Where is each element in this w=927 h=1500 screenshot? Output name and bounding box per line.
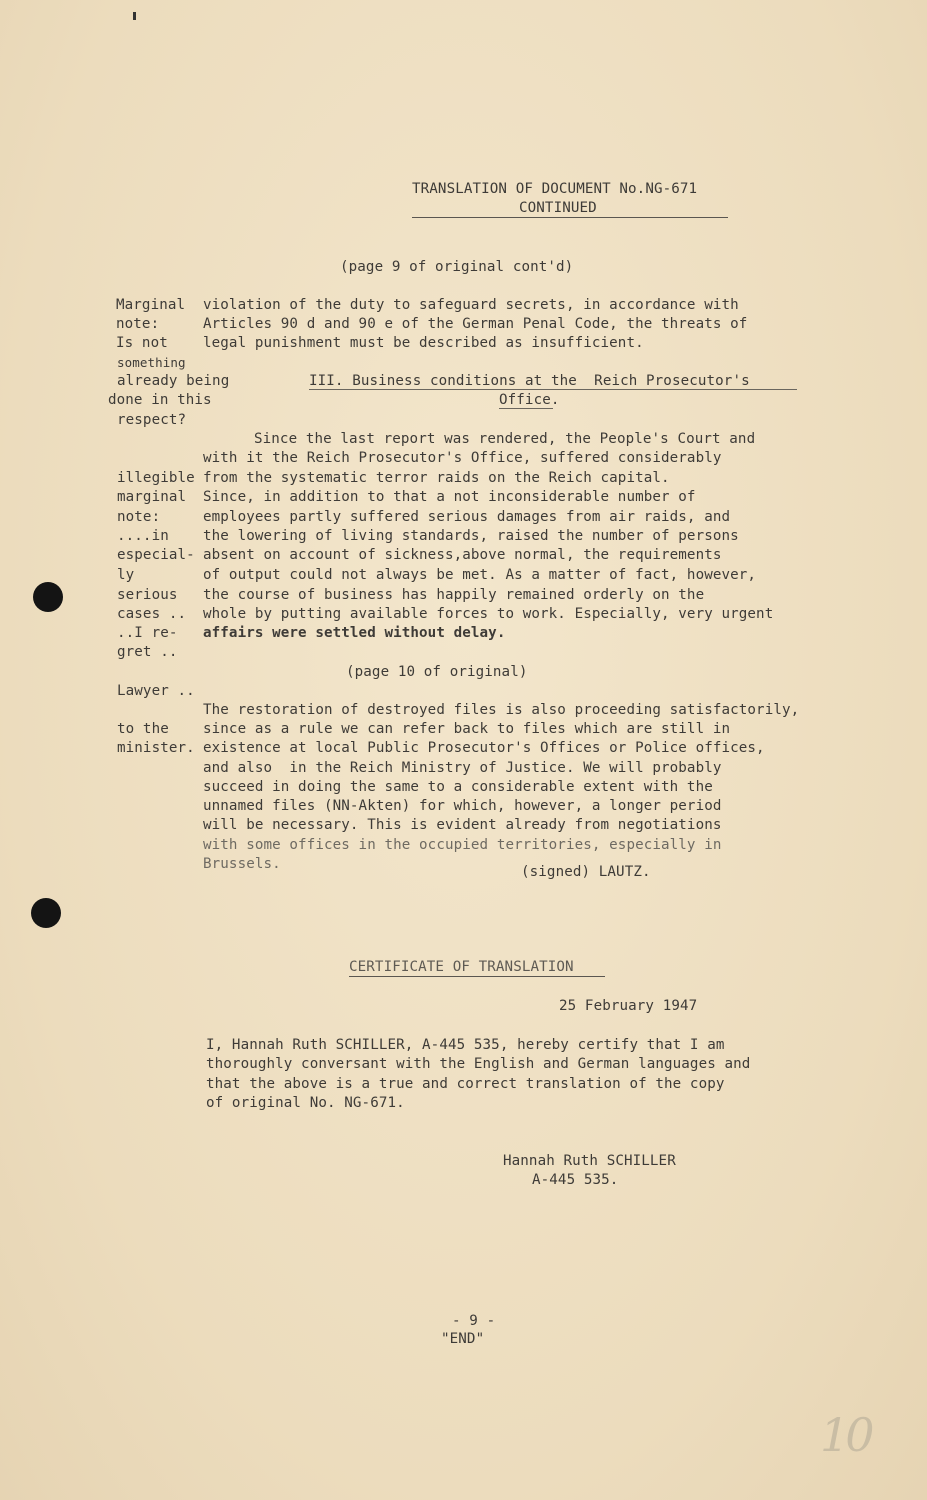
certificate-body-line: of original No. NG-671. <box>206 1095 405 1111</box>
para2-line: whole by putting available forces to work. Especially, very urgent <box>203 606 774 622</box>
para1-line: violation of the duty to safeguard secrets, in accordance with <box>203 297 739 313</box>
para3-line: will be necessary. This is evident already from negotiations <box>203 817 722 833</box>
marginal-note-line: ..I re- <box>117 625 178 641</box>
marginal-note-line: ....in <box>117 528 169 544</box>
punch-hole-top <box>33 582 63 612</box>
footer-page-number: - 9 - <box>452 1313 496 1329</box>
handwritten-page-number: 10 <box>820 1408 871 1462</box>
certificate-body-line: that the above is a true and correct translation of the copy <box>206 1076 725 1092</box>
marginal-note-line: especial- <box>117 547 195 563</box>
marginal-note-line: marginal <box>117 489 187 505</box>
page-note-9: (page 9 of original cont'd) <box>340 259 574 275</box>
para2-line: from the systematic terror raids on the Reich capital. <box>203 470 670 486</box>
certificate-signer-id: A-445 535. <box>532 1172 619 1188</box>
footer-end-mark: "END" <box>441 1331 485 1347</box>
para3-line: unnamed files (NN-Akten) for which, however, a longer period <box>203 798 722 814</box>
ink-speck <box>133 12 136 20</box>
marginal-note-line: already being <box>117 373 230 389</box>
marginal-note-line: illegible <box>117 470 195 486</box>
section-heading-underline-2 <box>499 408 553 409</box>
marginal-note-line: serious <box>117 587 178 603</box>
marginal-note-line: ly <box>117 567 135 583</box>
marginal-note-line: done in this <box>108 392 212 408</box>
punch-hole-bottom <box>31 898 61 928</box>
para3-line: with some offices in the occupied territories, especially in <box>203 837 722 853</box>
marginal-note-line: something <box>117 355 186 370</box>
marginal-note-line: Marginal <box>116 297 186 313</box>
para1-line: legal punishment must be described as insufficient. <box>203 335 644 351</box>
para2-line: of output could not always be met. As a matter of fact, however, <box>203 567 757 583</box>
certificate-signer-name: Hannah Ruth SCHILLER <box>503 1153 676 1169</box>
header-continued: CONTINUED <box>519 200 597 216</box>
certificate-title: CERTIFICATE OF TRANSLATION <box>349 959 574 975</box>
header-title: TRANSLATION OF DOCUMENT No.NG-671 <box>412 181 698 197</box>
para2-line: Since the last report was rendered, the People's Court and <box>254 431 756 447</box>
section-heading-underline <box>309 389 797 390</box>
signature-lautz: (signed) LAUTZ. <box>521 864 651 880</box>
para2-line: the course of business has happily remained orderly on the <box>203 587 705 603</box>
para3-line: since as a rule we can refer back to files which are still in <box>203 721 731 737</box>
marginal-note-line: Is not <box>116 335 168 351</box>
para2-line: the lowering of living standards, raised the number of persons <box>203 528 739 544</box>
para3-line: succeed in doing the same to a considerable extent with the <box>203 779 713 795</box>
certificate-title-underline <box>349 976 605 977</box>
para3-line: The restoration of destroyed files is also proceeding satisfactorily, <box>203 702 800 718</box>
marginal-note-line: cases .. <box>117 606 187 622</box>
para2-line: Since, in addition to that a not inconsiderable number of <box>203 489 696 505</box>
para2-line: employees partly suffered serious damages from air raids, and <box>203 509 731 525</box>
marginal-note-line: note: <box>117 509 161 525</box>
section-heading-office: Office. <box>499 392 560 408</box>
marginal-note-line: gret .. <box>117 644 178 660</box>
marginal-note-line: Lawyer .. <box>117 683 195 699</box>
section-heading: III. Business conditions at the Reich Prosecutor's <box>309 373 750 389</box>
para3-line: and also in the Reich Ministry of Justice. We will probably <box>203 760 722 776</box>
para2-line: affairs were settled without delay. <box>203 625 506 641</box>
para2-line: with it the Reich Prosecutor's Office, suffered considerably <box>203 450 722 466</box>
marginal-note-line: respect? <box>117 412 187 428</box>
certificate-date: 25 February 1947 <box>559 998 698 1014</box>
certificate-body-line: thoroughly conversant with the English and German languages and <box>206 1056 751 1072</box>
para3-line: existence at local Public Prosecutor's Offices or Police offices, <box>203 740 765 756</box>
para1-line: Articles 90 d and 90 e of the German Penal Code, the threats of <box>203 316 748 332</box>
marginal-note-line: note: <box>116 316 160 332</box>
page-note-10: (page 10 of original) <box>346 664 528 680</box>
para2-line: absent on account of sickness,above normal, the requirements <box>203 547 722 563</box>
certificate-body-line: I, Hannah Ruth SCHILLER, A-445 535, hereby certify that I am <box>206 1037 725 1053</box>
header-rule <box>412 217 728 218</box>
para3-line: Brussels. <box>203 856 281 872</box>
marginal-note-line: minister. <box>117 740 195 756</box>
marginal-note-line: to the <box>117 721 169 737</box>
